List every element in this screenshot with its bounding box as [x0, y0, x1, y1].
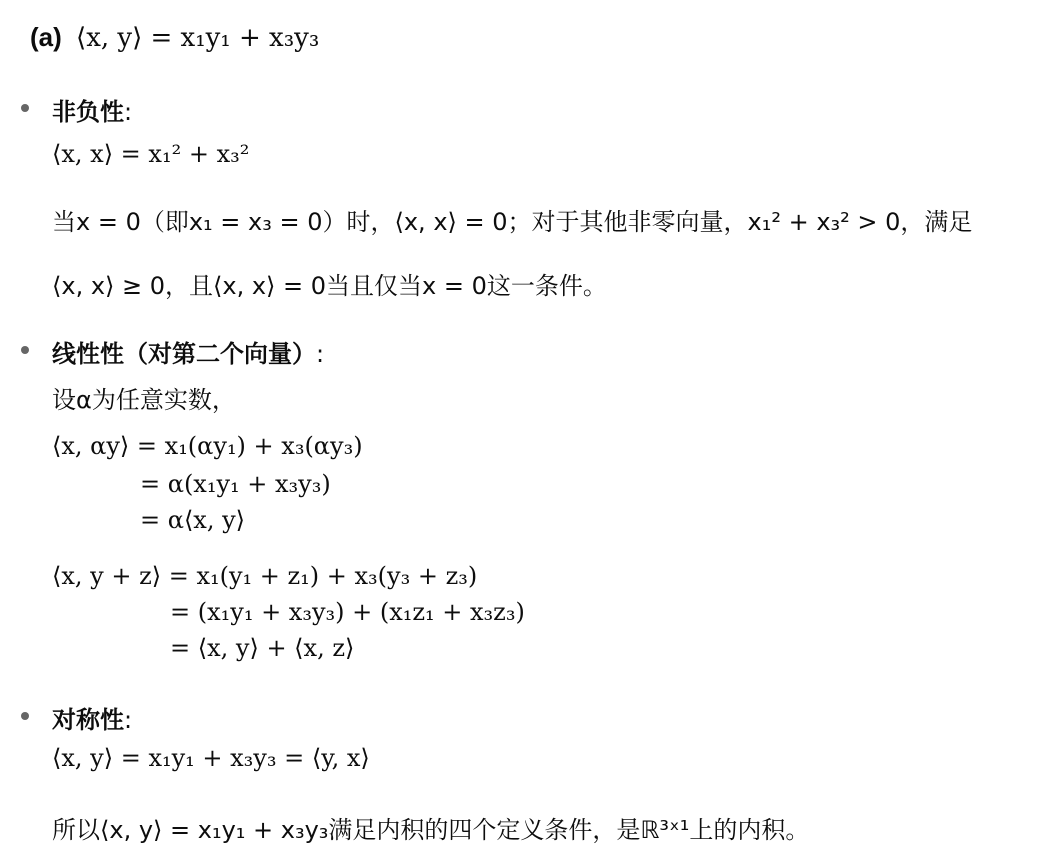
text-line: ⟨x, x⟩ ≥ 0，且⟨x, x⟩ = 0当且仅当x = 0这一条件。	[52, 272, 607, 300]
equation-line: = ⟨x, y⟩ + ⟨x, z⟩	[170, 634, 355, 662]
equation-line: = (x₁y₁ + x₃y₃) + (x₁z₁ + x₃z₃)	[170, 598, 525, 626]
section-title-symmetry: 对称性:	[52, 706, 133, 734]
text-line: 所以⟨x, y⟩ = x₁y₁ + x₃y₃满足内积的四个定义条件，是ℝ³ˣ¹上的内积。	[52, 816, 810, 844]
part-label: (a)	[30, 22, 62, 52]
bullet-dot	[21, 104, 29, 112]
math-line: ⟨x, x⟩ = x₁² + x₃²	[52, 140, 250, 168]
text-line: 设α为任意实数，	[52, 386, 236, 414]
equation-line: = α(x₁y₁ + x₃y₃)	[140, 470, 331, 498]
text-line: 当x = 0（即x₁ = x₃ = 0）时，⟨x, x⟩ = 0；对于其他非零向量，x₁² + x₃² > 0，满足	[52, 208, 973, 236]
equation-line: = α⟨x, y⟩	[140, 506, 246, 534]
math-line: ⟨x, y⟩ = x₁y₁ + x₃y₃ = ⟨y, x⟩	[52, 744, 370, 772]
section-title-nonnegativity: 非负性:	[52, 98, 133, 126]
equation-line: ⟨x, αy⟩ = x₁(αy₁) + x₃(αy₃)	[52, 432, 363, 460]
bullet-dot	[21, 712, 29, 720]
equation-line: ⟨x, y + z⟩ = x₁(y₁ + z₁) + x₃(y₃ + z₃)	[52, 562, 478, 590]
bullet-dot	[21, 346, 29, 354]
part-heading	[30, 22, 319, 53]
part-formula: ⟨x, y⟩ = x₁y₁ + x₃y₃	[76, 23, 320, 53]
section-title-linearity: 线性性（对第二个向量）:	[52, 340, 325, 368]
